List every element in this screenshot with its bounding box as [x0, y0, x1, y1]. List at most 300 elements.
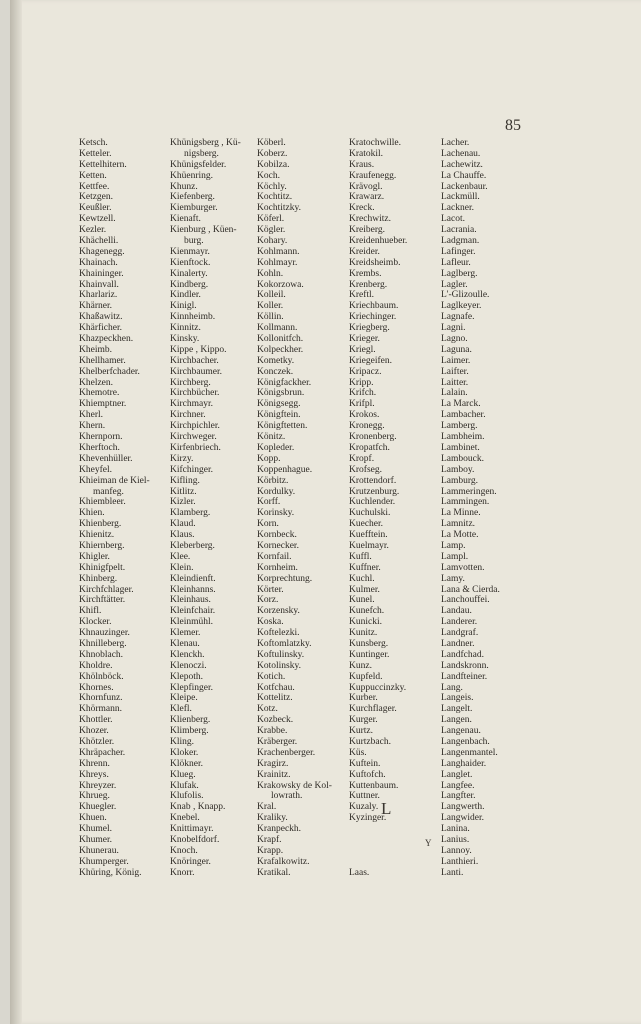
name-entry: Kripp.: [349, 377, 374, 388]
name-column-5: [441, 138, 500, 879]
name-entry: Kuftein.: [349, 758, 381, 769]
name-entry: Körter.: [257, 584, 284, 595]
name-entry: Khernporn.: [79, 432, 123, 443]
name-entry: Kornheim.: [257, 562, 298, 573]
name-entry: Khinigfpelt.: [79, 562, 126, 573]
name-entry: Kreiberg.: [349, 225, 385, 236]
name-entry: Kranpeckh.: [257, 824, 302, 835]
name-entry: [349, 846, 407, 857]
name-entry: Langenbach.: [441, 736, 490, 747]
name-entry: Kinnitz.: [170, 323, 201, 334]
name-entry: Krachenberger.: [257, 747, 316, 758]
name-entry: Krabbe.: [257, 726, 288, 737]
name-entry: Klökner.: [170, 758, 203, 769]
name-entry: Kuzaly.: [349, 802, 379, 813]
name-entry: Kirchbacher.: [170, 355, 219, 366]
name-entry: Ketsch.: [79, 138, 108, 148]
name-entry: Kraliky.: [257, 813, 288, 824]
name-entry: Klufolis.: [170, 791, 204, 802]
name-entry: Langlet.: [441, 769, 473, 780]
name-entry: Klaud.: [170, 519, 196, 530]
name-entry: Kirfenbriech.: [170, 442, 221, 453]
name-entry: Lagni.: [441, 323, 466, 334]
name-entry: Kunicki.: [349, 617, 382, 628]
name-entry: Kiemburger.: [170, 203, 218, 214]
name-entry: Korzensky.: [257, 606, 300, 617]
name-entry: Lammeringen.: [441, 486, 497, 497]
name-entry: Kotich.: [257, 671, 286, 682]
name-entry: Ketteler.: [79, 148, 112, 159]
name-entry: Lamnitz.: [441, 519, 476, 530]
name-entry: Landau.: [441, 606, 472, 617]
name-entry: Klefl.: [170, 704, 192, 715]
name-entry: Khien.: [79, 508, 105, 519]
name-entry: La Marck.: [441, 399, 481, 410]
name-entry: Krainitz.: [257, 769, 291, 780]
name-entry: Kinnheimb.: [170, 312, 216, 323]
name-entry: Königsegg.: [257, 399, 301, 410]
name-entry: Knab , Knapp.: [170, 802, 226, 813]
name-entry: Kleberberg.: [170, 540, 215, 551]
signature-mark: Y: [425, 838, 432, 848]
name-entry: Lafinger.: [441, 246, 476, 257]
name-entry: Königfackher.: [257, 377, 312, 388]
name-entry: [349, 857, 407, 868]
name-entry: Lacot.: [441, 214, 466, 225]
name-entry: Kohlmayr.: [257, 257, 298, 268]
name-entry: Kreider.: [349, 246, 380, 257]
name-entry: Langfee.: [441, 780, 475, 791]
name-entry: Kozbeck.: [257, 715, 294, 726]
name-entry: Koppenhague.: [257, 464, 313, 475]
name-entry: La Minne.: [441, 508, 481, 519]
name-entry: Küs.: [349, 747, 367, 758]
name-entry: Klemer.: [170, 628, 201, 639]
name-entry: Krapf.: [257, 835, 282, 845]
name-entry: Laglberg.: [441, 268, 478, 279]
name-entry: Kirchftätter.: [79, 595, 126, 606]
name-entry: Krokos.: [349, 410, 380, 421]
name-entry: Krakowsky de Kol-: [257, 780, 332, 791]
name-entry: Kornbeck.: [257, 530, 297, 541]
name-entry: Klufak.: [170, 780, 199, 791]
name-entry: Kirchbücher.: [170, 388, 220, 399]
name-entry: Khienitz.: [79, 530, 115, 541]
name-entry: Kirchfchlager.: [79, 584, 134, 595]
name-entry: Khnoblach.: [79, 649, 124, 660]
name-entry: Khieiman de Kiel-: [79, 475, 150, 486]
name-entry: Khumel.: [79, 824, 112, 835]
name-entry: Kholdre.: [79, 660, 113, 671]
name-entry: Lambacher.: [441, 410, 486, 421]
name-entry: Kunefch.: [349, 606, 385, 617]
name-entry: Koftomlatzky.: [257, 638, 312, 649]
name-entry: Langen.: [441, 715, 472, 726]
name-entry: Kollonitfch.: [257, 334, 304, 345]
name-entry: Ketten.: [79, 170, 107, 181]
name-entry: Kotz.: [257, 704, 278, 715]
name-entry: Kurger.: [349, 715, 378, 726]
name-entry: Lamy.: [441, 573, 465, 584]
name-entry: Lafleur.: [441, 257, 471, 268]
name-entry: Kurtzbach.: [349, 736, 391, 747]
name-entry: Klee.: [170, 551, 191, 562]
name-entry: Khölnböck.: [79, 671, 124, 682]
name-entry: Ketzgen.: [79, 192, 114, 203]
name-entry: Kherftoch.: [79, 442, 120, 453]
name-entry: Kleinfchair.: [170, 606, 216, 617]
name-entry: Koftulinsky.: [257, 649, 305, 660]
name-entry: Knebel.: [170, 813, 200, 824]
name-entry: Khumer.: [79, 835, 112, 845]
name-entry: Kreck.: [349, 203, 375, 214]
name-entry: Lackmüll.: [441, 192, 480, 203]
name-entry: Khazpeckhen.: [79, 334, 134, 345]
name-entry: Krenberg.: [349, 279, 388, 290]
name-entry: Klaus.: [170, 530, 195, 541]
name-entry: Khächelli.: [79, 236, 119, 247]
name-entry: Kurchflager.: [349, 704, 397, 715]
name-entry: Khagenegg.: [79, 246, 125, 257]
name-entry: Kurtz.: [349, 726, 374, 737]
name-entry: Kleinhaus.: [170, 595, 211, 606]
name-entry: Khunz.: [170, 181, 198, 192]
name-column-1: [79, 138, 150, 879]
name-entry: nigsberg.: [184, 148, 219, 159]
name-entry: Kolpeckher.: [257, 344, 304, 355]
name-entry: Khüring, König.: [79, 867, 142, 878]
name-entry: Lagno.: [441, 334, 468, 345]
name-entry: Kohary.: [257, 236, 288, 247]
name-entry: Kirchberg.: [170, 377, 211, 388]
page-number: 85: [505, 117, 521, 134]
name-entry: Kometky.: [257, 355, 295, 366]
name-entry: Kropatfch.: [349, 442, 390, 453]
name-entry: Kögler.: [257, 225, 286, 236]
name-entry: Lanti.: [441, 867, 464, 878]
name-entry: Köberl.: [257, 138, 286, 148]
name-entry: Langfter.: [441, 791, 476, 802]
name-entry: Khünigsberg , Kü-: [170, 138, 241, 148]
name-entry: Khozer.: [79, 726, 109, 737]
name-entry: Kiefenberg.: [170, 192, 215, 203]
name-entry: Khärner.: [79, 301, 112, 312]
name-entry: Kuchl.: [349, 573, 375, 584]
name-entry: Khnauzinger.: [79, 628, 130, 639]
name-entry: Lagnafe.: [441, 312, 475, 323]
name-entry: Kirchweger.: [170, 432, 217, 443]
name-entry: Kienaft.: [170, 214, 201, 225]
name-entry: Khornfunz.: [79, 693, 123, 704]
name-entry: Lanthieri.: [441, 856, 479, 867]
name-entry: Kindberg.: [170, 279, 209, 290]
name-entry: Kleindienft.: [170, 573, 216, 584]
name-entry: Kropf.: [349, 453, 375, 464]
name-entry: Langwider.: [441, 813, 485, 824]
name-entry: Kheyfel.: [79, 464, 112, 475]
name-entry: Kriegberg.: [349, 323, 390, 334]
name-entry: Kienburg , Küen-: [170, 225, 237, 236]
name-entry: Krifch.: [349, 388, 377, 399]
name-entry: Körbitz.: [257, 475, 289, 486]
name-entry: Knobelfdorf.: [170, 835, 220, 845]
name-entry: Laifter.: [441, 366, 469, 377]
name-entry: Lammingen.: [441, 497, 490, 508]
name-entry: Lagler.: [441, 279, 468, 290]
name-entry: Krifpl.: [349, 399, 375, 410]
name-entry: Landskronn.: [441, 660, 489, 671]
name-entry: Königsbrun.: [257, 388, 305, 399]
name-entry: Korprechtung.: [257, 573, 313, 584]
name-entry: Kettelhitern.: [79, 159, 127, 170]
name-entry: Kyzinger.: [349, 813, 387, 824]
name-entry: Kuffner.: [349, 562, 381, 573]
name-entry: Korn.: [257, 519, 279, 530]
name-entry: Khrenn.: [79, 758, 110, 769]
name-entry: Khreyzer.: [79, 780, 117, 791]
name-entry: Khelberfchader.: [79, 366, 140, 377]
name-entry: Khiembleer.: [79, 497, 126, 508]
name-entry: Klenoczi.: [170, 660, 207, 671]
name-entry: Kinalerty.: [170, 268, 208, 279]
name-entry: Kifling.: [170, 475, 200, 486]
name-entry: Khüenring.: [170, 170, 214, 181]
name-entry: Kolleil.: [257, 290, 286, 301]
name-entry: lowrath.: [271, 791, 303, 802]
name-entry: Kippe , Kippo.: [170, 344, 227, 355]
name-entry: Khienberg.: [79, 519, 122, 530]
name-entry: Lanius.: [441, 835, 470, 845]
name-entry: Kollmann.: [257, 323, 298, 334]
name-entry: Kuchlender.: [349, 497, 396, 508]
name-entry: Klepoth.: [170, 671, 203, 682]
name-entry: Kraus.: [349, 159, 375, 170]
name-entry: Krechwitz.: [349, 214, 391, 225]
name-entry: Kragirz.: [257, 758, 289, 769]
name-entry: Khornes.: [79, 682, 114, 693]
name-entry: Kreidenhueber.: [349, 236, 408, 247]
name-entry: Kindler.: [170, 290, 201, 301]
name-entry: Kirchmayr.: [170, 399, 214, 410]
name-entry: Lambinet.: [441, 442, 480, 453]
name-entry: Khaßawitz.: [79, 312, 123, 323]
name-entry: Lana & Cierda.: [441, 584, 500, 595]
name-entry: Kirchpichler.: [170, 421, 220, 432]
name-entry: Königftein.: [257, 410, 301, 421]
name-entry: Kienftock.: [170, 257, 211, 268]
name-entry: Lacher.: [441, 138, 470, 148]
name-entry: Khörmann.: [79, 704, 123, 715]
name-entry: Lanchouffei.: [441, 595, 490, 606]
name-entry: Kuftofch.: [349, 769, 386, 780]
name-entry: Laas.: [349, 867, 370, 878]
name-entry: Korinsky.: [257, 508, 295, 519]
name-entry: Kohlmann.: [257, 246, 300, 257]
name-entry: [349, 835, 407, 846]
name-entry: Kurber.: [349, 693, 378, 704]
name-entry: Lalain.: [441, 388, 468, 399]
name-entry: Lachewitz.: [441, 159, 483, 170]
name-entry: Kotolinsky.: [257, 660, 301, 671]
name-column-3: [257, 138, 332, 879]
name-entry: Laimer.: [441, 355, 471, 366]
name-entry: Kratokil.: [349, 148, 384, 159]
name-entry: Krembs.: [349, 268, 382, 279]
name-entry: Klenckh.: [170, 649, 205, 660]
name-entry: L'-Glizoulle.: [441, 290, 490, 301]
name-entry: Korff.: [257, 497, 281, 508]
name-entry: Kriechinger.: [349, 312, 397, 323]
name-entry: Krafalkowitz.: [257, 856, 310, 867]
name-entry: Kral.: [257, 802, 277, 813]
name-entry: Klein.: [170, 562, 194, 573]
name-entry: Kratochwille.: [349, 138, 401, 148]
name-entry: Krävogl.: [349, 181, 383, 192]
name-entry: Kordulky.: [257, 486, 296, 497]
name-entry: Klueg.: [170, 769, 196, 780]
name-entry: Kräberger.: [257, 736, 298, 747]
name-entry: Kirzy.: [170, 453, 194, 464]
name-entry: burg.: [184, 236, 204, 247]
name-entry: Kharlariz.: [79, 290, 118, 301]
name-entry: Khuen.: [79, 813, 107, 824]
name-entry: Khunerau.: [79, 845, 119, 856]
name-entry: Khaininger.: [79, 268, 124, 279]
name-entry: Knöringer.: [170, 856, 211, 867]
name-entry: Knittimayr.: [170, 824, 214, 835]
name-entry: Klamberg.: [170, 508, 211, 519]
name-entry: Kifchinger.: [170, 464, 214, 475]
name-entry: Knorr.: [170, 867, 195, 878]
name-entry: Lamp.: [441, 540, 466, 551]
name-entry: Laguna.: [441, 344, 472, 355]
name-entry: Lamboy.: [441, 464, 475, 475]
name-entry: Kherl.: [79, 410, 104, 421]
name-entry: Khemotre.: [79, 388, 120, 399]
name-entry: Kleinmühl.: [170, 617, 214, 628]
name-entry: Lambouck.: [441, 453, 485, 464]
name-entry: Khuegler.: [79, 802, 117, 813]
name-entry: Kratikal.: [257, 867, 291, 878]
name-entry: Kirchbaumer.: [170, 366, 222, 377]
name-entry: Khnilleberg.: [79, 638, 127, 649]
name-entry: Kizler.: [170, 497, 196, 508]
name-entry: Langeis.: [441, 693, 474, 704]
name-column-2: [170, 138, 241, 879]
name-entry: Khevenhüller.: [79, 453, 133, 464]
name-entry: Khötzler.: [79, 736, 115, 747]
name-entry: Lambheim.: [441, 432, 485, 443]
name-entry: Lampl.: [441, 551, 469, 562]
name-entry: Krottendorf.: [349, 475, 397, 486]
name-entry: Lachenau.: [441, 148, 481, 159]
name-entry: Krofseg.: [349, 464, 382, 475]
name-entry: Korz.: [257, 595, 279, 606]
name-entry: Kochtitzky.: [257, 203, 301, 214]
name-entry: Khottler.: [79, 715, 113, 726]
name-entry: Kunsberg.: [349, 638, 389, 649]
name-entry: Landerer.: [441, 617, 478, 628]
name-entry: Kuelmayr.: [349, 540, 389, 551]
name-entry: Khünigsfelder.: [170, 159, 227, 170]
name-entry: Kitlitz.: [170, 486, 197, 497]
name-entry: Khainvall.: [79, 279, 119, 290]
name-entry: Khellhamer.: [79, 355, 126, 366]
name-entry: Klienberg.: [170, 715, 211, 726]
name-entry: Kuttenbaum.: [349, 780, 399, 791]
name-entry: Klocker.: [79, 617, 112, 628]
name-entry: Langelt.: [441, 704, 473, 715]
name-entry: Kokorzowa.: [257, 279, 304, 290]
name-entry: Kunel.: [349, 595, 375, 606]
name-entry: Kriegeifen.: [349, 355, 392, 366]
name-entry: Laitter.: [441, 377, 469, 388]
name-entry: Kuchulski.: [349, 508, 391, 519]
name-entry: Langenmantel.: [441, 747, 498, 758]
name-entry: Khrueg.: [79, 791, 110, 802]
name-entry: Khinberg.: [79, 573, 118, 584]
name-entry: Kottelitz.: [257, 693, 293, 704]
name-entry: Landgraf.: [441, 628, 479, 639]
name-entry: Kheimb.: [79, 344, 112, 355]
name-entry: Kulmer.: [349, 584, 380, 595]
name-entry: Kloker.: [170, 747, 199, 758]
name-entry: Köchly.: [257, 181, 287, 192]
section-letter: L: [381, 799, 392, 818]
name-entry: Kezler.: [79, 225, 107, 236]
name-entry: Koch.: [257, 170, 280, 181]
name-entry: Khärficher.: [79, 323, 122, 334]
name-column-4: [349, 138, 407, 879]
name-entry: Langenau.: [441, 726, 481, 737]
name-entry: Kriegl.: [349, 344, 376, 355]
name-entry: Landner.: [441, 638, 475, 649]
name-entry: Ladgman.: [441, 236, 480, 247]
name-entry: Kornecker.: [257, 540, 299, 551]
name-entry: Kobilza.: [257, 159, 290, 170]
name-entry: Kupfeld.: [349, 671, 383, 682]
name-entry: Koberz.: [257, 148, 288, 159]
name-entry: Köllin.: [257, 312, 284, 323]
name-entry: Kinigl.: [170, 301, 197, 312]
name-entry: Knoch.: [170, 845, 198, 856]
name-entry: Kopp.: [257, 453, 281, 464]
name-entry: Krieger.: [349, 334, 380, 345]
name-entry: Krawarz.: [349, 192, 385, 203]
name-entry: Lamvotten.: [441, 562, 485, 573]
name-entry: Klepfinger.: [170, 682, 214, 693]
name-entry: Langhaider.: [441, 758, 487, 769]
page-gutter-shadow: [10, 0, 22, 1024]
name-entry: Kunitz.: [349, 628, 378, 639]
name-entry: Kripacz.: [349, 366, 382, 377]
name-entry: Lackner.: [441, 203, 474, 214]
name-entry: Kuefftein.: [349, 530, 388, 541]
name-entry: Kuntinger.: [349, 649, 390, 660]
name-entry: Kotfchau.: [257, 682, 295, 693]
name-entry: Lannoy.: [441, 845, 472, 856]
name-entry: Könitz.: [257, 432, 286, 443]
name-entry: Kuttner.: [349, 791, 380, 802]
name-entry: Kuecher.: [349, 519, 384, 530]
name-entry: Krutzenburg.: [349, 486, 400, 497]
name-entry: Khifl.: [79, 606, 102, 617]
name-entry: Landfteiner.: [441, 671, 488, 682]
name-entry: Kochtitz.: [257, 192, 293, 203]
name-entry: [349, 824, 407, 835]
name-entry: Köferl.: [257, 214, 285, 225]
name-entry: Kriechbaum.: [349, 301, 399, 312]
